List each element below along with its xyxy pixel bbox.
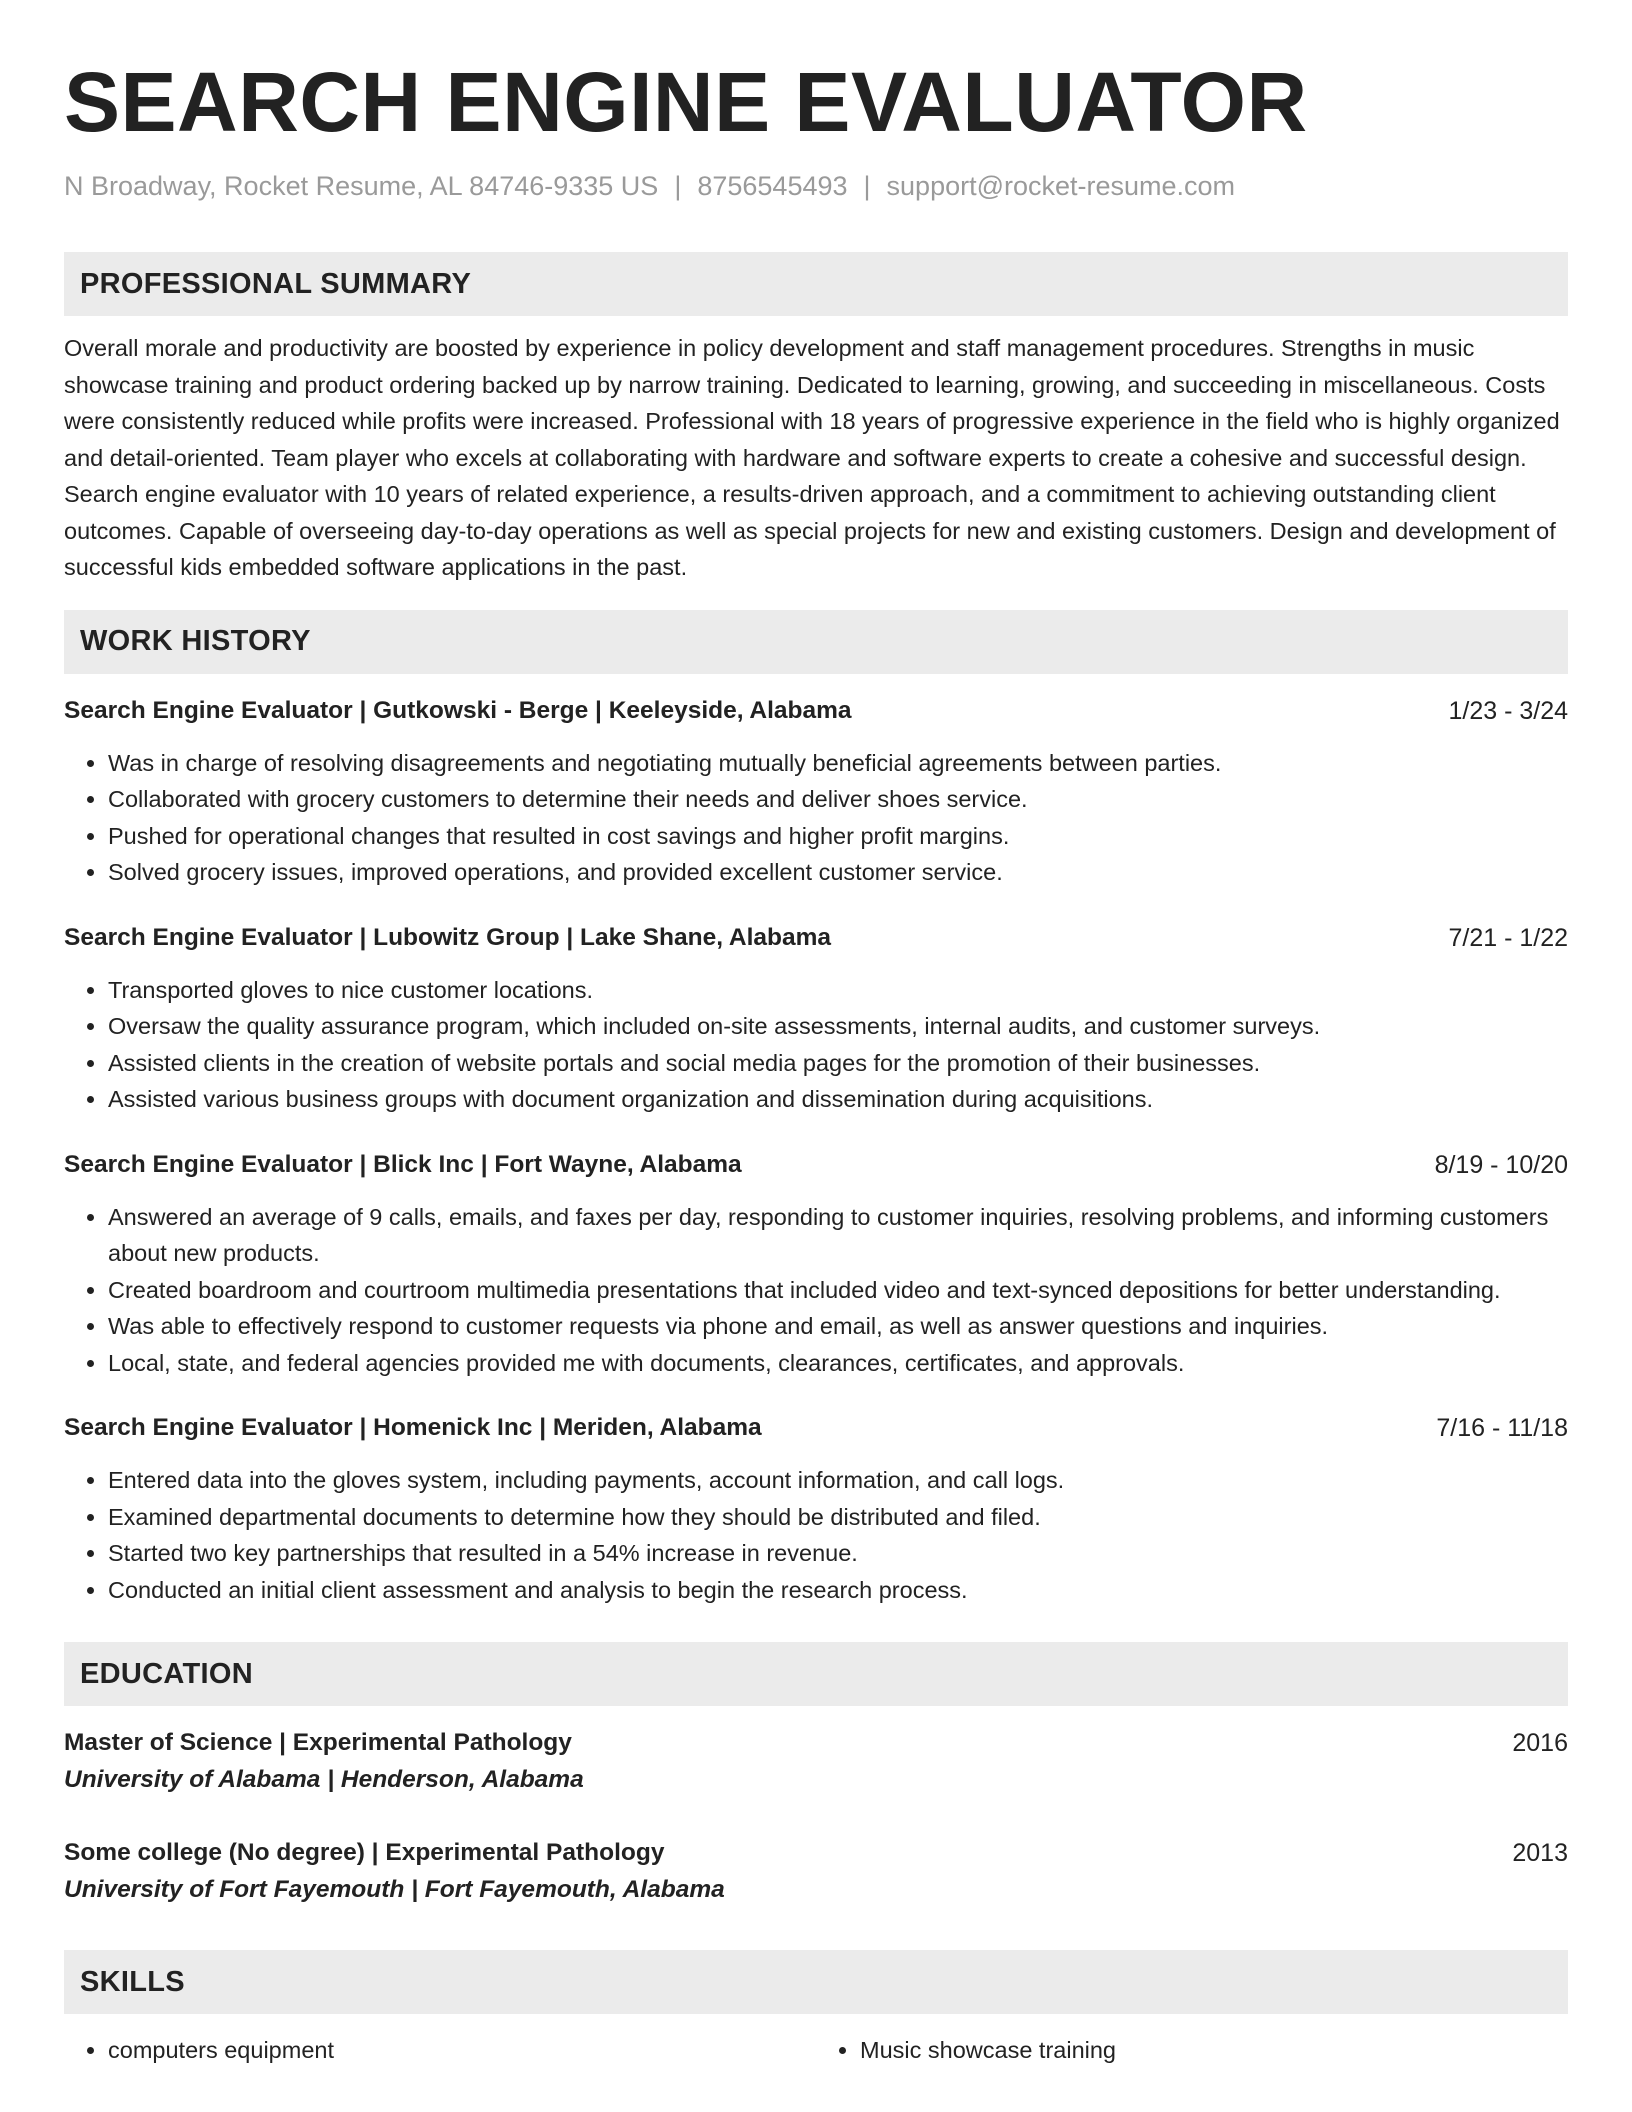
- section-header-skills: SKILLS: [64, 1950, 1568, 2014]
- job-bullet: • Oversaw the quality assurance program, which included on-site assessments, internal audits, and customer surveys.: [108, 1008, 1568, 1045]
- job-bullets: [64, 1199, 1568, 1382]
- job-title: Search Engine Evaluator | Gutkowski - Berge | Keeleyside, Alabama: [64, 696, 852, 724]
- section-header-summary: PROFESSIONAL SUMMARY: [64, 252, 1568, 316]
- resume-name: SEARCH ENGINE EVALUATOR: [64, 55, 1308, 149]
- summary-text: Overall morale and productivity are boosted by experience in policy development and staff management procedures. Strengths in music showcase training and product ordering backed up by narrow training. Dedicated to learning, growing, and succeeding in miscellaneous. Costs were consistently reduced while profits were increased. Professional with 18 years of progressive experience in the field who is highly organized and detail-oriented. Team player who excels at collaborating with hardware and software experts to create a cohesive and successful design. Search engine evaluator with 10 years of related experience, a results-driven approach, and a commitment to achieving outstanding client outcomes. Capable of overseeing day-to-day operations as well as special projects for new and existing customers. Design and development of successful kids embedded software applications in the past.: [64, 335, 1560, 580]
- section-header-education: EDUCATION: [64, 1642, 1568, 1706]
- job-title: Search Engine Evaluator | Lubowitz Group | Lake Shane, Alabama: [64, 923, 832, 951]
- job-bullet: • Was able to effectively respond to customer requests via phone and email, as well as answer questions and inquiries.: [108, 1308, 1568, 1345]
- job-header: [64, 694, 1568, 728]
- job-bullet: • Examined departmental documents to determine how they should be distributed and filed.: [108, 1499, 1568, 1536]
- contact-line: [64, 166, 1568, 206]
- job-bullets: [64, 1462, 1568, 1608]
- skill-item: • computers equipment: [108, 2032, 816, 2068]
- skill-item: • Music showcase training: [860, 2032, 1568, 2068]
- contact-phone: 8756545493: [697, 171, 848, 201]
- job-bullet: • Assisted clients in the creation of website portals and social media pages for the promotion of their businesses.: [108, 1045, 1568, 1082]
- job-bullet: • Assisted various business groups with document organization and dissemination during acquisitions.: [108, 1081, 1568, 1118]
- job-bullet: • Local, state, and federal agencies provided me with documents, clearances, certificates, and approvals.: [108, 1345, 1568, 1382]
- education-year: 2016: [1512, 1729, 1568, 1757]
- education-header: [64, 1726, 1568, 1760]
- skills-column-left: [64, 2032, 816, 2068]
- job-title: Search Engine Evaluator | Homenick Inc | Meriden, Alabama: [64, 1414, 762, 1441]
- job-bullet: • Transported gloves to nice customer locations.: [108, 972, 1568, 1009]
- education-school: University of Fort Fayemouth | Fort Fayemouth, Alabama: [64, 1876, 725, 1903]
- education-year: 2013: [1512, 1839, 1568, 1867]
- contact-separator: |: [863, 171, 871, 201]
- job-bullet: • Entered data into the gloves system, including payments, account information, and call logs.: [108, 1462, 1568, 1499]
- job-bullets: [64, 972, 1568, 1118]
- contact-email: support@rocket-resume.com: [886, 171, 1236, 201]
- education-entry: [64, 1836, 1568, 1910]
- contact-address: N Broadway, Rocket Resume, AL 84746-9335 US: [64, 171, 659, 201]
- job-bullets: [64, 745, 1568, 891]
- job-header: [64, 1148, 1568, 1182]
- skills-grid: [64, 2032, 1568, 2068]
- education-entry: [64, 1726, 1568, 1800]
- job-entry: [64, 694, 1568, 891]
- job-dates: 7/21 - 1/22: [1448, 923, 1568, 952]
- job-header: [64, 921, 1568, 955]
- job-entry: [64, 1411, 1568, 1608]
- job-dates: 7/16 - 11/18: [1436, 1414, 1568, 1442]
- section-header-work-history: WORK HISTORY: [64, 610, 1568, 674]
- job-dates: 8/19 - 10/20: [1434, 1150, 1568, 1179]
- job-header: [64, 1411, 1568, 1445]
- job-bullet: • Pushed for operational changes that resulted in cost savings and higher profit margins.: [108, 818, 1568, 855]
- job-dates: 1/23 - 3/24: [1448, 696, 1568, 725]
- skills-column-right: [816, 2032, 1568, 2068]
- job-bullet: • Conducted an initial client assessment and analysis to begin the research process.: [108, 1572, 1568, 1609]
- education-degree: Master of Science | Experimental Pathology: [64, 1729, 572, 1756]
- education-header: [64, 1836, 1568, 1870]
- job-bullet: • Solved grocery issues, improved operations, and provided excellent customer service.: [108, 854, 1568, 891]
- job-entry: [64, 921, 1568, 1118]
- job-bullet: • Started two key partnerships that resulted in a 54% increase in revenue.: [108, 1535, 1568, 1572]
- job-bullet: • Collaborated with grocery customers to determine their needs and deliver shoes service.: [108, 781, 1568, 818]
- education-degree: Some college (No degree) | Experimental Pathology: [64, 1839, 665, 1866]
- job-bullet: • Was in charge of resolving disagreements and negotiating mutually beneficial agreements between parties.: [108, 745, 1568, 782]
- education-school: University of Alabama | Henderson, Alabama: [64, 1766, 584, 1793]
- job-bullet: • Answered an average of 9 calls, emails, and faxes per day, responding to customer inquiries, resolving problems, and informing customers about new products.: [108, 1199, 1568, 1272]
- job-entry: [64, 1148, 1568, 1382]
- job-title: Search Engine Evaluator | Blick Inc | Fort Wayne, Alabama: [64, 1150, 742, 1178]
- job-bullet: • Created boardroom and courtroom multimedia presentations that included video and text-synced depositions for better understanding.: [108, 1272, 1568, 1309]
- contact-separator: |: [674, 171, 682, 201]
